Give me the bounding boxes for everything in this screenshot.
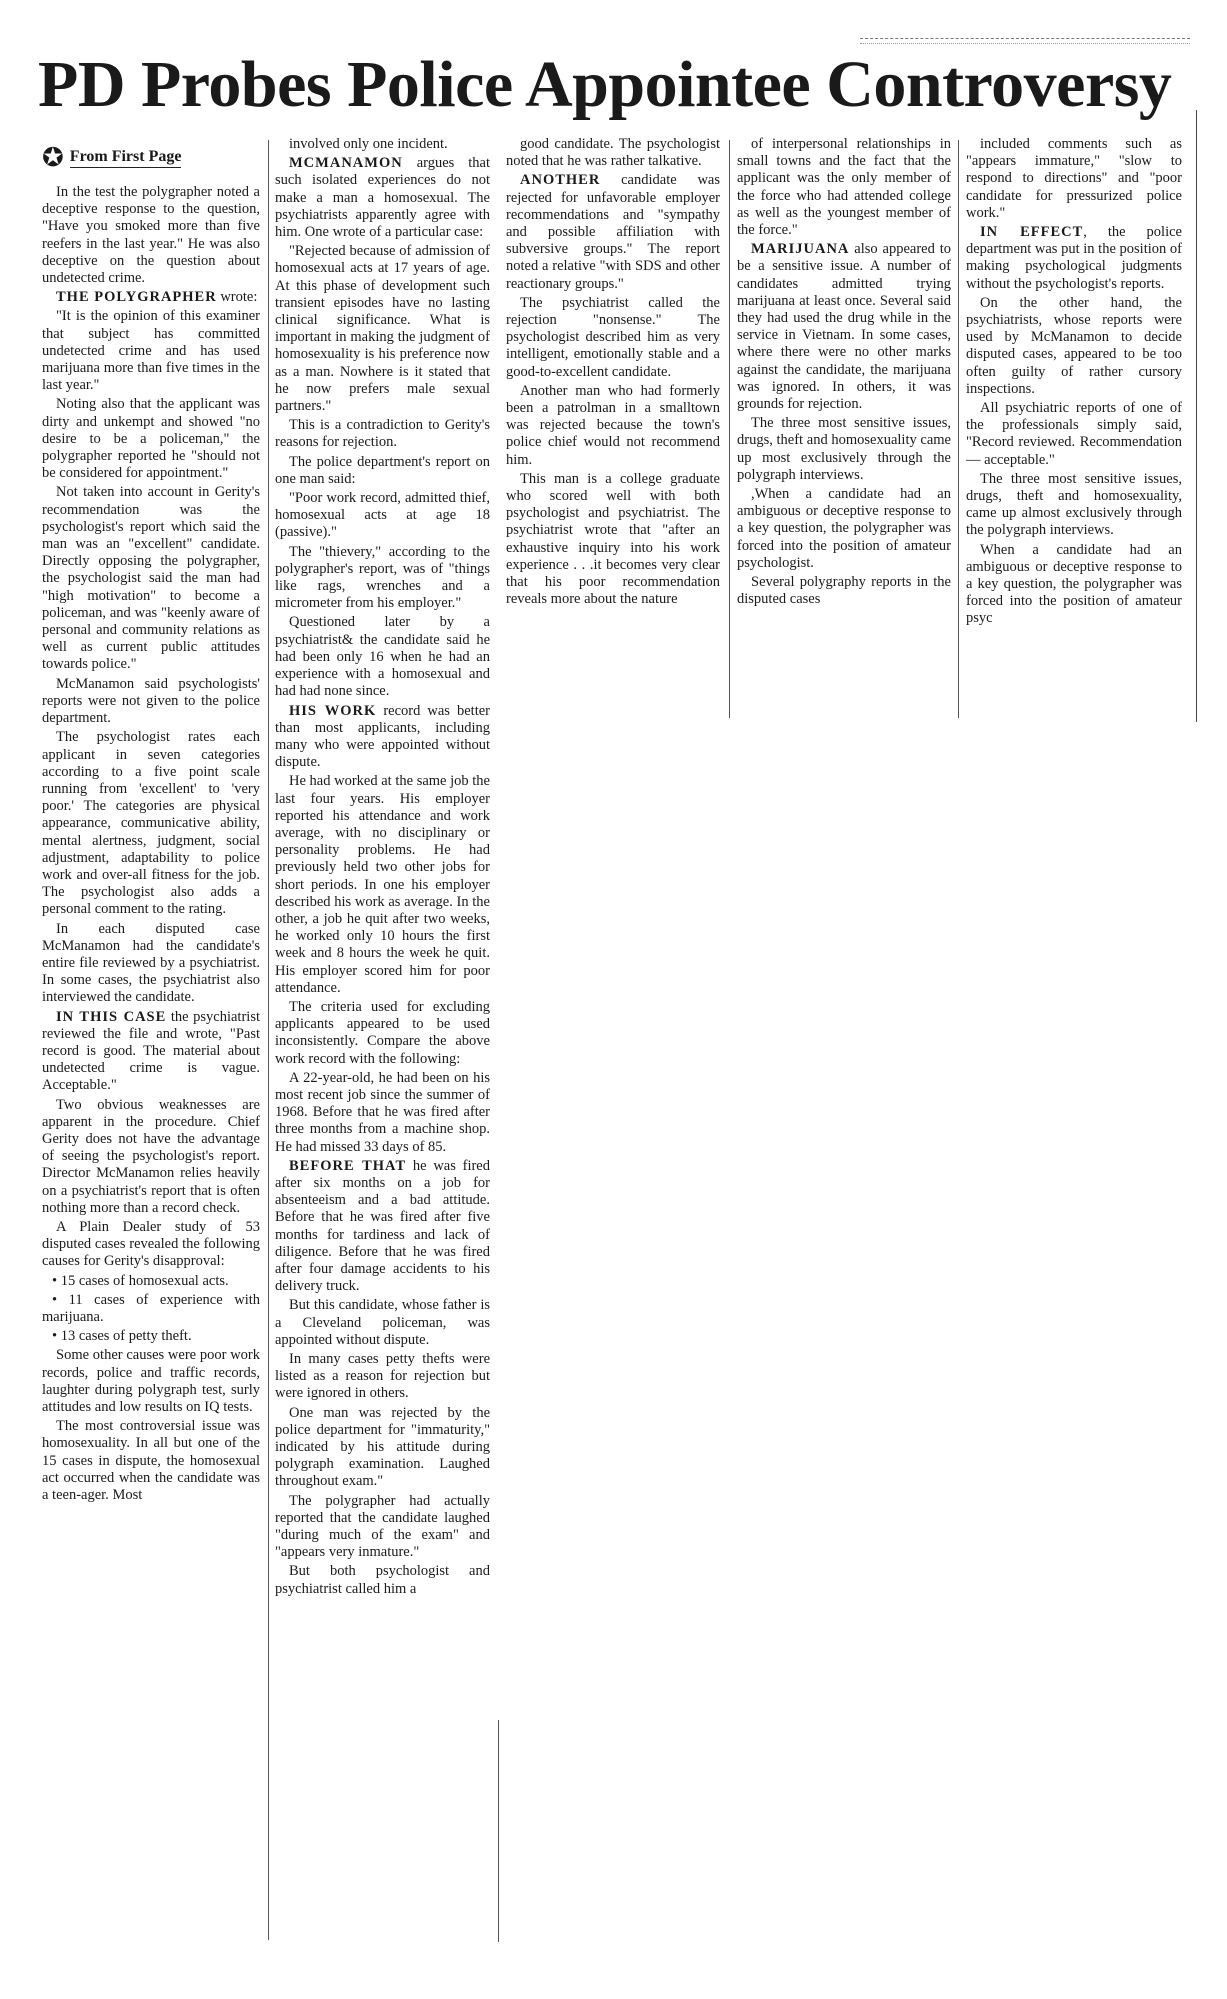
paragraph-text: This man is a college graduate who scored well with both psychologist and psychiatrist. The psychiatrist wrote that "after an exhaustive inquiry into his work experience . . .it becomes very clear that his poor recommendation reveals more about the nature: [506, 470, 720, 608]
paragraph-text: He had worked at the same job the last four years. His employer reported his attendance and work average, with no disciplinary or personality problems. He had previously held two other jobs for short periods. In one his employer described his work as average. In the other, a job he quit after two weeks, he worked only 10 hours the first week and 8 hours the week he quit. His employer scored him for poor attendance.: [275, 773, 490, 996]
paragraph-text: also appeared to be a sensitive issue. A number of candidates admitted trying marijuana at least once. Several said they had used the drug while in the service in Vietnam. In some cases, where there were no other marks against the candidate, the marijuana was ignored. In others, it was grounds for rejection.: [737, 241, 951, 413]
paragraph-text: argues that such isolated experiences do not make a man a homosexual. The psychiatrists apparently agree with him. One wrote of a particular case:: [275, 155, 490, 241]
paragraph-text: The three most sensitive issues, drugs, theft and homosexuality, came up almost exclusively through the polygraph interviews.: [966, 470, 1182, 539]
paragraph-text: The psychiatrist called the rejection "nonsense." The psychologist described him as very intelligent, emotionally stable and a good-to-excellent candidate.: [506, 294, 720, 380]
right-margin-rule: [1196, 110, 1197, 722]
article-paragraph: [275, 703, 490, 772]
article-paragraph: [42, 1097, 260, 1217]
article-paragraph: [275, 1158, 490, 1296]
article-column-4: [737, 136, 951, 610]
article-paragraph: [966, 471, 1182, 540]
paragraph-text: The "thievery," according to the polygrapher's report, was of "things like rags, wrenches and a micrometer from his employer.": [275, 543, 490, 612]
article-paragraph: [275, 1351, 490, 1403]
paragraph-lead-in: MCMANAMON: [289, 155, 403, 172]
paragraph-text: Not taken into account in Gerity's recommendation was the psychologist's report which said the man was an "excellent" candidate. Directly opposing the polygrapher, the psychologist said the man had "high motivation" to become a policeman, and was "keenly aware of personal and community relations as well as current public attitudes towards police.": [42, 484, 260, 673]
article-paragraph: [42, 484, 260, 673]
paragraph-text: Several polygraphy reports in the disputed cases: [737, 574, 951, 608]
paragraph-text: 13 cases of petty theft.: [60, 1328, 192, 1345]
paragraph-text: In many cases petty thefts were listed as a reason for rejection but were ignored in others.: [275, 1351, 490, 1402]
article-paragraph: [42, 1418, 260, 1504]
article-paragraph: [275, 136, 490, 153]
paragraph-text: wrote:: [216, 289, 258, 306]
article-paragraph: [42, 308, 260, 394]
jump-label: From First Page: [70, 148, 182, 168]
article-column-2: [275, 136, 490, 1600]
paragraph-text: The psychologist rates each applicant in seven categories according to a five point scale running from 'excellent' to 'very poor.' The categories are physical appearance, communicative ability, mental alertness, judgment, social adjustment, adaptability to police work and over-all fitness for the job. The psychologist also adds a personal comment to the rating.: [42, 729, 260, 918]
article-paragraph: [737, 574, 951, 608]
article-column-3: [506, 136, 720, 610]
paragraph-text: the psychiatrist reviewed the file and wrote, "Past record is good. The material about undetected crime is vague. Acceptable.": [42, 1008, 260, 1094]
paragraph-text: ,When a candidate had an ambiguous or deceptive response to a key question, the polygrapher was forced into the position of amateur psychologist.: [737, 486, 951, 571]
paragraph-text: McManamon said psychologists' reports were not given to the police department.: [42, 675, 260, 727]
article-paragraph: [275, 417, 490, 451]
article-paragraph: [506, 136, 720, 170]
paragraph-text: The police department's report on one man said:: [275, 453, 490, 487]
article-column-1: [42, 140, 260, 1506]
bullet-paragraph: [42, 1292, 260, 1326]
article-paragraph: [275, 454, 490, 488]
article-paragraph: [506, 172, 720, 292]
header-rule: [860, 38, 1190, 44]
column-rule: [498, 1720, 499, 1942]
column-rule: [268, 140, 269, 1940]
article-paragraph: [42, 184, 260, 287]
paragraph-text: In each disputed case McManamon had the candidate's entire file reviewed by a psychiatrist. In some cases, the psychiatrist also interviewed the candidate.: [42, 920, 260, 1006]
paragraph-text: "It is the opinion of this examiner that subject has committed undetected crime and has used marijuana more than five times in the last year.": [42, 308, 260, 394]
paragraph-text: The criteria used for excluding applicants appeared to be used inconsistently. Compare the above work record with the following:: [275, 998, 490, 1067]
article-paragraph: [42, 1009, 260, 1095]
article-paragraph: [42, 676, 260, 728]
paragraph-text: "Poor work record, admitted thief, homosexual acts at age 18 (passive).": [275, 490, 490, 541]
paragraph-text: , the police department was put in the position of making psychological judgments without the psychologist's reports.: [966, 224, 1182, 292]
article-paragraph: [275, 1405, 490, 1491]
paragraph-text: Another man who had formerly been a patrolman in a smalltown was rejected because the town's police chief would not recommend him.: [506, 382, 720, 468]
paragraph-text: Noting also that the applicant was dirty and unkempt and showed "no desire to be a policeman," the polygrapher reported he "should not be considered for appointment.": [42, 396, 260, 482]
article-paragraph: [275, 1297, 490, 1349]
paragraph-text: "Rejected because of admission of homosexual acts at 17 years of age. At this phase of development such transient episodes have no lasting clinical significance. What is important in making the judgment of homosexuality is his preference now as a man. Nowhere is it stated that he now prefers male sexual partners.": [275, 243, 490, 415]
bullet-paragraph: [42, 1273, 260, 1290]
paragraph-text: of interpersonal relationships in small towns and the fact that the applicant was the only member of the force who had attended college as well as the youngest member of the force.": [737, 136, 951, 239]
paragraph-text: In the test the polygrapher noted a deceptive response to the question, "Have you smoked more than five reefers in the last year." He was also deceptive on the question about undetected crime.: [42, 184, 260, 287]
article-paragraph: [275, 490, 490, 542]
article-paragraph: [275, 999, 490, 1068]
article-paragraph: [275, 243, 490, 415]
paragraph-lead-in: MARIJUANA: [751, 241, 850, 258]
paragraph-text: One man was rejected by the police department for "immaturity," indicated by his attitude during polygraph examination. Laughed throughout exam.": [275, 1404, 490, 1490]
paragraph-text: The polygrapher had actually reported that the candidate laughed "during much of the exam" and "appears very inmature.": [275, 1492, 490, 1561]
article-paragraph: [275, 1563, 490, 1597]
article-paragraph: [42, 921, 260, 1007]
article-paragraph: [966, 224, 1182, 293]
article-paragraph: [275, 1493, 490, 1562]
article-paragraph: [737, 415, 951, 484]
paragraph-text: record was better than most applicants, including many who were appointed without dispute.: [275, 702, 490, 771]
jump-line: [42, 140, 260, 176]
article-paragraph: [737, 136, 951, 239]
paragraph-text: 11 cases of experience with marijuana.: [42, 1291, 260, 1325]
paragraph-lead-in: THE POLYGRAPHER: [56, 289, 217, 306]
article-paragraph: [42, 396, 260, 482]
paragraph-text: included comments such as "appears immature," "slow to respond to directions" and "poor candidate for pressurized police work.": [966, 136, 1182, 221]
article-paragraph: [275, 1070, 490, 1156]
paragraph-lead-in: BEFORE THAT: [289, 1157, 407, 1174]
headline: PD Probes Police Appointee Controversy: [38, 48, 1172, 121]
article-paragraph: [966, 400, 1182, 469]
paragraph-text: 15 cases of homosexual acts.: [60, 1272, 229, 1289]
article-paragraph: [506, 383, 720, 469]
article-paragraph: [966, 542, 1182, 628]
star-icon: ✪: [42, 143, 64, 172]
article-paragraph: [966, 136, 1182, 222]
article-paragraph: [275, 544, 490, 613]
article-paragraph: [506, 295, 720, 381]
column-rule: [958, 140, 959, 718]
article-paragraph: [737, 486, 951, 572]
paragraph-text: When a candidate had an ambiguous or deceptive response to a key question, the polygrapher was forced into the position of amateur psyc: [966, 541, 1182, 627]
paragraph-text: Two obvious weaknesses are apparent in the procedure. Chief Gerity does not have the advantage of seeing the psychologist's report. Director McManamon relies heavily on a psychiatrist's report that is often nothing more than a record check.: [42, 1096, 260, 1216]
article-column-5: [966, 136, 1182, 630]
article-paragraph: [275, 155, 490, 241]
bullet-paragraph: [42, 1328, 260, 1345]
paragraph-text: The three most sensitive issues, drugs, theft and homosexuality came up most exclusively through the polygraph interviews.: [737, 415, 951, 483]
paragraph-lead-in: IN EFFECT: [980, 224, 1084, 241]
article-paragraph: [506, 471, 720, 609]
paragraph-text: But both psychologist and psychiatrist called him a: [275, 1563, 490, 1597]
paragraph-text: involved only one incident.: [289, 136, 448, 152]
paragraph-lead-in: ANOTHER: [520, 172, 601, 189]
paragraph-text: Questioned later by a psychiatrist& the candidate said he had been only 16 when he had an experience with a homosexual and had had none since.: [275, 614, 490, 700]
paragraph-text: Some other causes were poor work records, police and traffic records, laughter during polygraph test, surly attitudes and low results on IQ tests.: [42, 1347, 260, 1416]
paragraph-text: All psychiatric reports of one of the professionals simply said, "Record reviewed. Recommendation — acceptable.": [966, 400, 1182, 468]
paragraph-text: A 22-year-old, he had been on his most recent job since the summer of 1968. Before that he was fired after three months from a machine shop. He had missed 33 days of 85.: [275, 1069, 490, 1155]
paragraph-lead-in: HIS WORK: [289, 702, 377, 719]
article-paragraph: [42, 1347, 260, 1416]
column-rule: [729, 140, 730, 718]
article-paragraph: [42, 1219, 260, 1271]
article-paragraph: [737, 241, 951, 413]
article-paragraph: [42, 289, 260, 306]
article-paragraph: [42, 729, 260, 918]
paragraph-text: good candidate. The psychologist noted that he was rather talkative.: [506, 136, 720, 170]
article-paragraph: [966, 295, 1182, 398]
paragraph-text: But this candidate, whose father is a Cleveland policeman, was appointed without dispute.: [275, 1297, 490, 1348]
paragraph-text: This is a contradiction to Gerity's reasons for rejection.: [275, 417, 490, 451]
article-paragraph: [275, 614, 490, 700]
paragraph-text: he was fired after six months on a job for absenteeism and a bad attitude. Before that he was fired after five months for tardiness and lack of diligence. Before that he was fired after four damage accidents to his delivery truck.: [275, 1157, 490, 1295]
paragraph-text: A Plain Dealer study of 53 disputed cases revealed the following causes for Gerity's disapproval:: [42, 1218, 260, 1270]
paragraph-text: The most controversial issue was homosexuality. In all but one of the 15 cases in dispute, the homosexual act occurred when the candidate was a teen-ager. Most: [42, 1418, 260, 1504]
article-paragraph: [275, 773, 490, 997]
paragraph-text: On the other hand, the psychiatrists, whose reports were used by McManamon to decide disputed cases, appeared to be too often guilty of rather cursory inspections.: [966, 294, 1182, 397]
paragraph-lead-in: IN THIS CASE: [56, 1008, 167, 1025]
paragraph-text: candidate was rejected for unfavorable employer recommendations and "sympathy and possible affiliation with subversive groups." The report noted a relative "with SDS and other reactionary groups.": [506, 172, 720, 292]
